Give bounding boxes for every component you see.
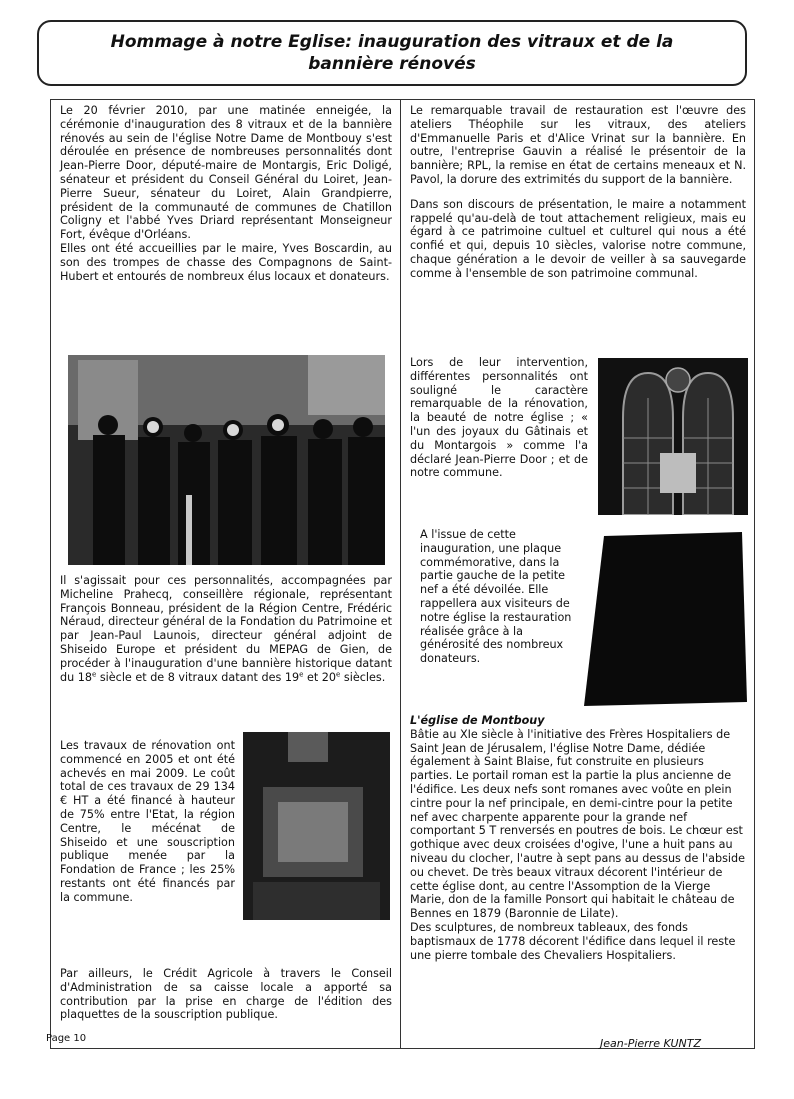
paragraph: Les travaux de rénovation ont commencé en 2005 et ont été achevés en mai 2009. Le coût total de ces travaux de 29 134 € HT a été financé à hauteur de 75% entre l'Etat, la région Centre, le mécénat de Shiseido et une souscription publique menée par la Fondation de France ; les 25% restants ont été financés par la commune. [60, 739, 235, 904]
right-column-narrow-2 [420, 528, 580, 666]
left-column-narrow [60, 739, 235, 905]
paragraph: Dans son discours de présentation, le maire a notamment rappelé qu'au-delà de tout attachement religieux, mais eu égard à ce patrimoine cultuel et culturel qui nous a été confié et qui, depuis 10 siècles, valorise notre commune, chaque génération a le devoir de veiller à sa sauvegarde comme à l'ensemble de son patrimoine communal. [410, 197, 746, 280]
paragraph: Des sculptures, de nombreux tableaux, des fonds baptismaux de 1778 décorent l'édifice dans lequel il reste une pierre tombale des Chevaliers Hospitaliers. [410, 920, 736, 962]
right-column-narrow-1 [410, 356, 588, 480]
page-number: Page 10 [46, 1033, 87, 1044]
article-title: Hommage à notre Eglise: inauguration des vitraux et de la bannière rénovés [110, 32, 674, 74]
paragraph: Elles ont été accueillies par le maire, Yves Boscardin, au son des trompes de chasse des Compagnons de Saint-Hubert et entourés de nombreux élus locaux et donateurs. [60, 241, 392, 283]
right-column-top [410, 104, 746, 281]
author-signature: Jean-Pierre KUNTZ [600, 1037, 702, 1050]
stained-glass-photo [598, 358, 748, 515]
left-column-bottom [60, 967, 392, 1022]
right-column-bottom [410, 714, 746, 962]
title-box [37, 20, 747, 86]
left-column-top [60, 104, 392, 283]
paragraph: A l'issue de cette inauguration, une plaque commémorative, dans la partie gauche de la petite nef a été dévoilée. Elle rappellera aux visiteurs de notre église la restauration réalisée grâce à la générosité des nombreux donateurs. [420, 528, 572, 666]
restoration-photo [243, 732, 390, 920]
column-divider [400, 99, 401, 1049]
paragraph: Le 20 février 2010, par une matinée enneigée, la cérémonie d'inauguration des 8 vitraux et de la bannière rénovés au sein de l'église Notre Dame de Montbouy s'est déroulée en présence de nombreuses personnalités dont Jean-Pierre Door, député-maire de Montargis, Eric Doligé, sénateur et président du Conseil Général du Loiret, Jean-Pierre Sueur, sénateur du Loiret, Alain Grandpierre, président de la communauté de communes de Chatillon Coligny et l'abbé Yves Driard représentant Monseigneur Fort, évêque d'Orléans. [60, 104, 392, 242]
paragraph: Il s'agissait pour ces personnalités, accompagnées par Micheline Prahecq, conseillère régionale, représentant François Bonneau, président de la Région Centre, Frédéric Néraud, directeur général de la Fondation du Patrimoine et par Jean-Paul Launois, directeur général adjoint de Shiseido Europe et président du MEPAG de Gien, de procéder à l'inauguration d'une bannière historique datant du 18e siècle et de 8 vitraux datant des 19e et 20e siècles. [60, 574, 392, 684]
plaque-photo [582, 530, 752, 708]
paragraph: Par ailleurs, le Crédit Agricole à travers le Conseil d'Administration de sa caisse locale a apporté sa contribution par la prise en charge de l'édition des plaquettes de la souscription publique. [60, 967, 392, 1022]
ceremony-photo [68, 355, 385, 565]
section-subheading: L'église de Montbouy [410, 714, 545, 727]
paragraph: Le remarquable travail de restauration est l'œuvre des ateliers Théophile sur les vitraux, des ateliers d'Emmanuelle Paris et d'Alice Vrinat sur la bannière. En outre, l'entreprise Gauvin a réalisé le présentoir de la bannière; RPL, la remise en état de certains meneaux et N. Pavol, la dorure des extrimités du support de la bannière. [410, 104, 746, 186]
left-column-middle [60, 574, 392, 684]
paragraph: Bâtie au XIe siècle à l'initiative des Frères Hospitaliers de Saint Jean de Jérusalem, l'église Notre Dame, dédiée également à Saint Blaise, fut construite en plusieurs parties. Le portail roman est la partie la plus ancienne de l'édifice. Les deux nefs sont romanes avec voûte en plein cintre pour la nef principale, en demi-cintre pour la petite nef avec charpente apparente pour la grande nef comportant 5 T renversés en poutres de bois. Le chœur est gothique avec deux croisées d'ogive, l'une a huit pans au niveau du clocher, l'autre à sept pans au dessus de l'abside ou chevet. De très beaux vitraux décorent l'intérieur de cette église dont, au centre l'Assomption de la Vierge Marie, don de la famille Ponsort qui habitait le château de Bennes en 1879 (Baronnie de Lilate). [410, 727, 746, 921]
paragraph: Lors de leur intervention, différentes personnalités ont souligné le caractère remarquable de la rénovation, la beauté de notre église ; « l'un des joyaux du Gâtinais et du Montargois » comme l'a déclaré Jean-Pierre Door ; et de notre commune. [410, 356, 588, 480]
